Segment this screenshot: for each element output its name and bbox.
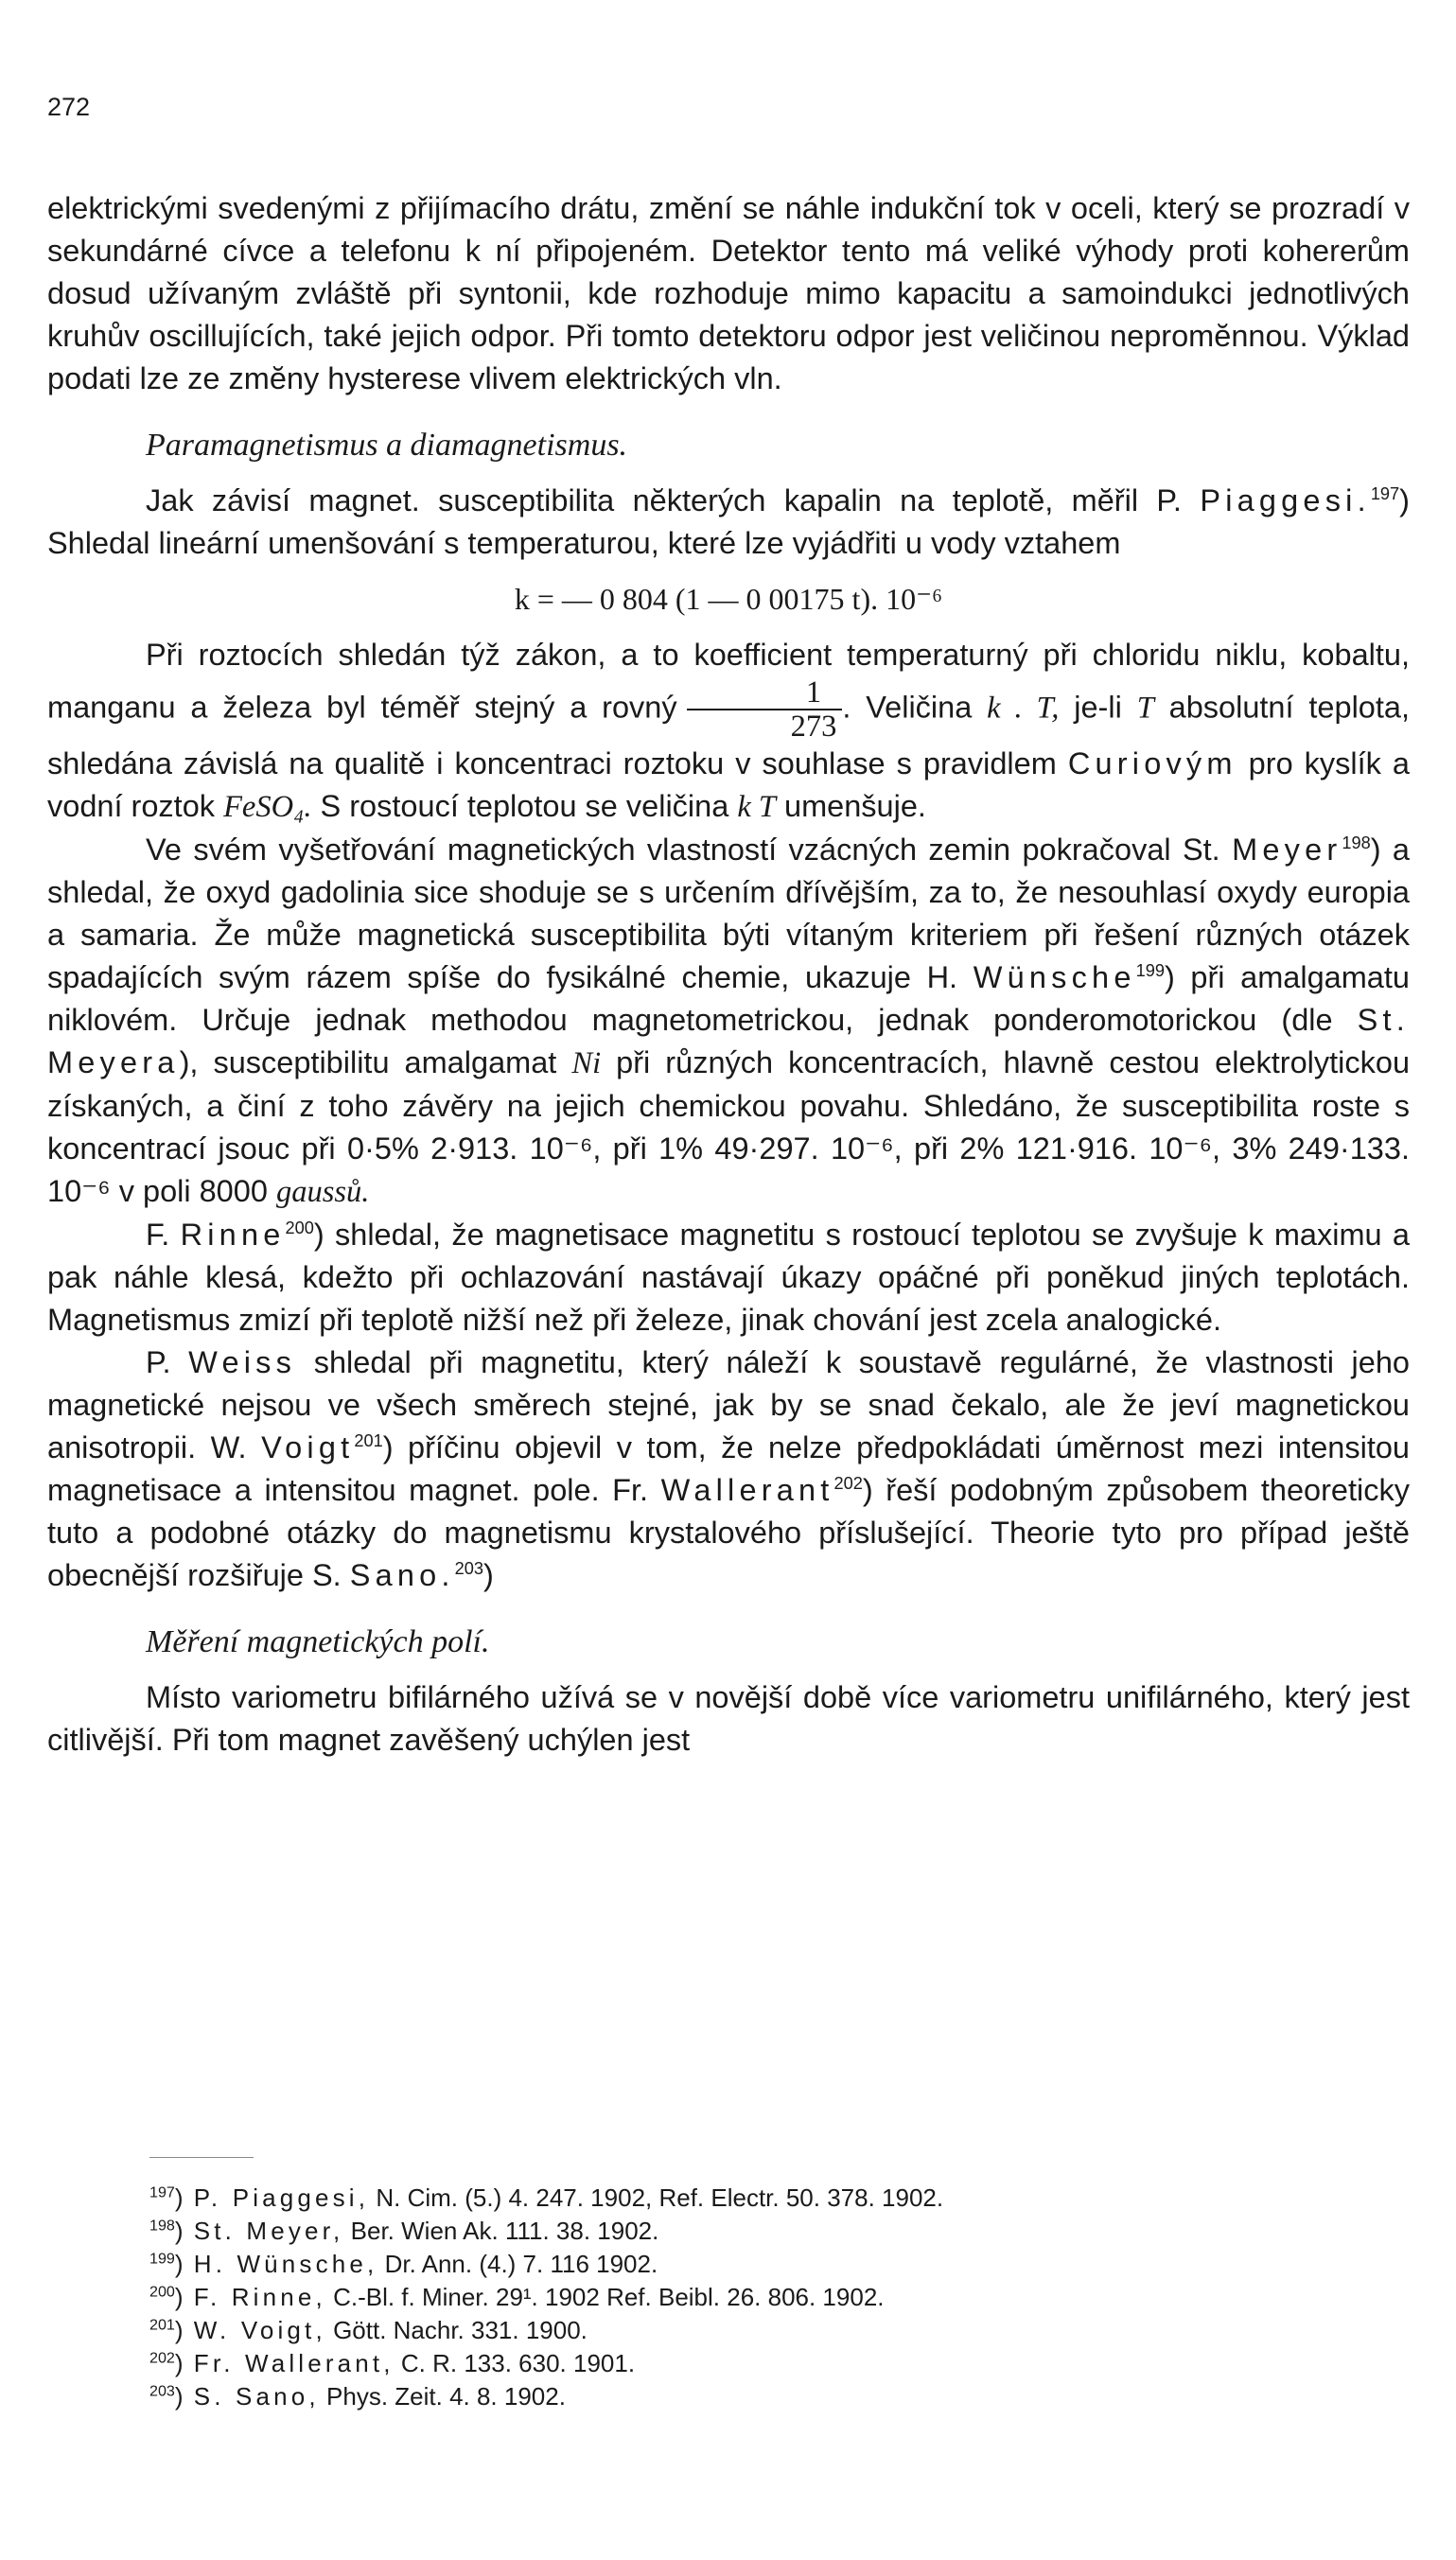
chemical-formula: FeSO₄. (223, 790, 312, 825)
page-number: 272 (47, 93, 91, 121)
footnote: $^{198}$) St. Meyer, Ber. Wien Ak. 111. 38. 1902. (149, 2217, 659, 2245)
footnote: $^{202}$) Fr. Wallerant, C. R. 133. 630. 1901. (149, 2349, 636, 2377)
footnote: $^{201}$) W. Voigt, Gött. Nachr. 331. 1900. (149, 2316, 588, 2344)
reference-marker: 200 (285, 1219, 314, 1238)
reference-marker: 197 (1370, 484, 1400, 504)
paragraph-variometer: Místo variometru bifilárného užívá se v novější době více variometru unifilárného, který jest citlivější. Při tom magnet zavěšený uchýlen jest (47, 1680, 1410, 1758)
reference-marker: 198 (1342, 833, 1371, 853)
reference-marker: 199 (1135, 961, 1165, 981)
paragraph-weiss: P. Weiss shledal při magnetitu, který náleží k soustavě regulárné, že vlastnosti jeho magnetické nejsou ve všech směrech stejné, jak by se snad čekalo, ale že jeví magnetickou anisotropii. W. Voigt$^{201}$) příčinu objevil v tom, že nelze předpokládati úměrnost mezi intensitou magnetisace a intensitou magnet. pole. Fr. Wallerant$^{202}$) řeší podobným způsobem theoreticky tuto a podobné otázky do magnetismu krystalového příslušející. Theorie tyto pro případ ještě obecnější rozšiřuje S. Sano.$^{203}$) (47, 1345, 1411, 1593)
main-text (47, 187, 1410, 1762)
author-name: Sano. (349, 1558, 455, 1593)
author-name: Voigt (261, 1430, 355, 1465)
author-name: Wallerant (660, 1473, 834, 1508)
paragraph-piaggesi: Jak závisí magnet. susceptibilita nĕkterých kapalin na teplotĕ, mĕřil P. Piaggesi.$^{197}$) Shledal lineární umenšování s temperaturou, které lze vyjádřiti u vody vztahem (47, 483, 1410, 560)
author-name: Piaggesi. (1200, 483, 1371, 517)
curie-rule-name: Curiovým (1067, 746, 1237, 781)
footnote: $^{199}$) H. Wünsche, Dr. Ann. (4.) 7. 116 1902. (149, 2250, 658, 2278)
reference-marker: 202 (833, 1474, 863, 1494)
footnotes (149, 2182, 1332, 2413)
author-name: Wünsche (973, 960, 1136, 995)
paragraph-rare-earths: Ve svém vyšetřování magnetických vlastností vzácných zemin pokračoval St. Meyer$^{198}$) a shledal, že oxyd gadolinia sice shoduje se s určením dřívějším, za to, že nesouhlasí oxydy europia a samaria. Že může magnetická susceptibilita býti vítaným kriteriem při řešení různých otázek spadajících svým rázem spíše do fysikálné chemie, ukazuje H. Wünsche$^{199}$) při amalgamatu niklovém. Určuje jednak methodou magnetometrickou, jednak ponderomotorickou (dle St. Meyera), susceptibilitu amalgamat Ni při různých koncentracích, hlavně cestou elektrolytickou získaných, a činí z toho závěry na jejich chemickou povahu. Shledáno, že susceptibilita roste s koncentrací jsouc při 0·5% 2·913. 10⁻⁶, při 1% 49·297. 10⁻⁶, při 2% 121·916. 10⁻⁶, 3% 249·133. 10⁻⁶ v poli 8000 gaussů. (47, 833, 1411, 1210)
reference-marker: 201 (354, 1431, 383, 1451)
section-heading-paramagnetismus: Paramagnetismus a diamagnetismus. (146, 428, 628, 463)
reference-marker: 203 (454, 1559, 484, 1579)
author-name: Meyer (1232, 833, 1342, 868)
equation: k = — 0 804 (1 — 0 00175 t). 10⁻⁶ (514, 582, 943, 616)
author-name: St. Meyera (47, 1003, 1410, 1080)
footnote-divider (149, 2157, 254, 2158)
author-name: Weiss (188, 1345, 297, 1380)
footnote: $^{200}$) F. Rinne, C.-Bl. f. Miner. 29¹. 1902 Ref. Beibl. 26. 806. 1902. (149, 2283, 885, 2311)
footnote: $^{203}$) S. Sano, Phys. Zeit. 4. 8. 1902. (149, 2382, 566, 2411)
section-heading-measurement: Měření magnetických polí. (146, 1624, 490, 1660)
paragraph-rinne: F. Rinne$^{200}$) shledal, že magnetisace magnetitu s rostoucí teplotou se zvyšuje k maximu a pak náhle klesá, kdežto při ochlazování nastávají úkazy opáčné při poněkud jiných teplotách. Magnetismus zmizí při teplotě nižší než při železe, jinak chování jest zcela analogické. (47, 1218, 1410, 1338)
fraction: $\frac{1}{273}$ (687, 676, 843, 743)
author-name: Rinne (180, 1218, 286, 1253)
paragraph-detector: elektrickými svedenými z přijímacího drátu, změní se náhle indukční tok v oceli, který se prozradí v sekundárné cívce a telefonu k ní připojeném. Detektor tento má veliké výhody proti kohererům dosud užívaným zvláště při syntonii, kde rozhoduje mimo kapacitu a samoindukci jednotlivých kruhův oscillujících, také jejich odpor. Při tomto detektoru odpor jest veličinou nepromĕnnou. Výklad podati lze ze zmĕny hysterese vlivem elektrických vln. (47, 191, 1410, 395)
paragraph-solutions: Při roztocích shledán týž zákon, a to koefficient temperaturný při chloridu niklu, kobaltu, manganu a železa byl téměř stejný a rovný $\frac{1}{273}$ . Veličina k . T, je-li T absolutní teplota, shledána závislá na qualitě i koncentraci roztoku v souhlase s pravidlem Curiovým pro kyslík a vodní roztok FeSO₄. S rostoucí teplotou se veličina k T umenšuje. (47, 638, 1410, 825)
footnote: $^{197}$) P. Piaggesi, N. Cim. (5.) 4. 247. 1902, Ref. Electr. 50. 378. 1902. (149, 2183, 944, 2212)
